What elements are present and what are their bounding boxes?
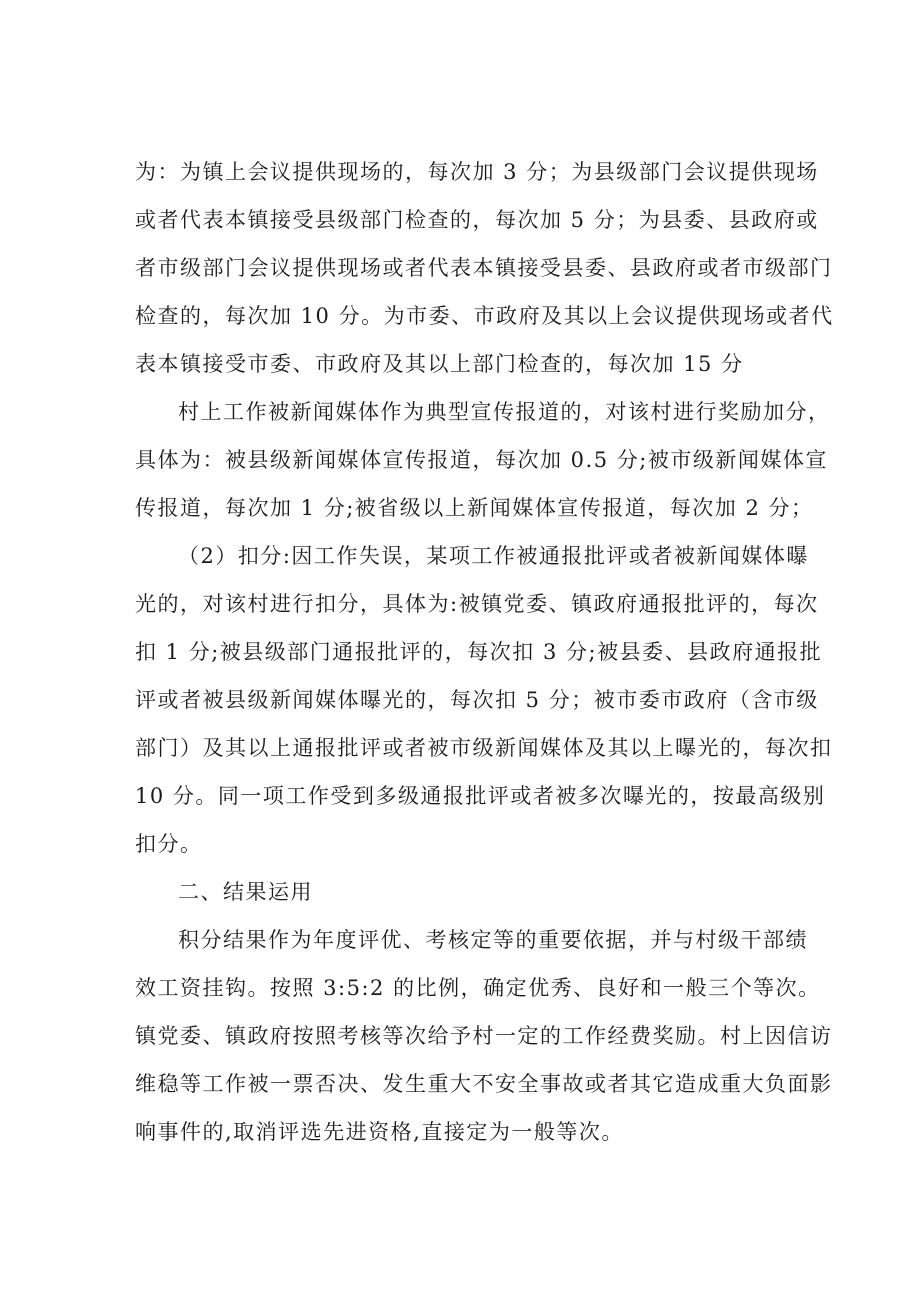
paragraph-3-line-5: 部门）及其以上通报批评或者被市级新闻媒体及其以上曝光的，每次扣 (135, 736, 833, 760)
paragraph-3-line-4: 评或者被县级新闻媒体曝光的，每次扣 5 分；被市委市政府（含市级 (135, 688, 819, 712)
paragraph-3-line-3: 扣 1 分;被县级部门通报批评的，每次扣 3 分;被县委、县政府通报批 (135, 640, 823, 664)
paragraph-1-line-3: 者市级部门会议提供现场或者代表本镇接受县委、县政府或者市级部门 (135, 256, 833, 280)
paragraph-1-line-2: 或者代表本镇接受县级部门检查的，每次加 5 分；为县委、县政府或 (135, 208, 819, 232)
paragraph-3-line-1: （2）扣分:因工作失误，某项工作被通报批评或者被新闻媒体曝 (178, 544, 809, 568)
paragraph-2-line-3: 传报道，每次加 1 分;被省级以上新闻媒体宣传报道，每次加 2 分； (135, 496, 814, 520)
paragraph-1-line-1: 为：为镇上会议提供现场的，每次加 3 分；为县级部门会议提供现场 (135, 160, 819, 184)
paragraph-2-line-1: 村上工作被新闻媒体作为典型宣传报道的，对该村进行奖励加分， (178, 400, 831, 424)
paragraph-5-line-3: 镇党委、镇政府按照考核等次给予村一定的工作经费奖励。村上因信访 (135, 1024, 833, 1048)
paragraph-3-line-7: 扣分。 (135, 832, 203, 856)
paragraph-3-line-6: 10 分。同一项工作受到多级通报批评或者被多次曝光的，按最高级别 (135, 784, 826, 808)
paragraph-5-line-2: 效工资挂钩。按照 3:5:2 的比例，确定优秀、良好和一般三个等次。 (135, 976, 821, 1000)
paragraph-1-line-4: 检查的，每次加 10 分。为市委、市政府及其以上会议提供现场或者代 (135, 304, 834, 328)
section-heading: 二、结果运用 (178, 880, 313, 904)
paragraph-3-line-2: 光的，对该村进行扣分，具体为:被镇党委、镇政府通报批评的，每次 (135, 592, 819, 616)
paragraph-5-line-5: 响事件的,取消评选先进资格,直接定为一般等次。 (135, 1120, 624, 1144)
paragraph-2-line-2: 具体为：被县级新闻媒体宣传报道，每次加 0.5 分;被市级新闻媒体宣 (135, 448, 828, 472)
paragraph-1-line-5: 表本镇接受市委、市政府及其以上部门检查的，每次加 15 分 (135, 352, 744, 376)
paragraph-5-line-4: 维稳等工作被一票否决、发生重大不安全事故或者其它造成重大负面影 (135, 1072, 833, 1096)
paragraph-5-line-1: 积分结果作为年度评优、考核定等的重要依据，并与村级干部绩 (178, 928, 808, 952)
